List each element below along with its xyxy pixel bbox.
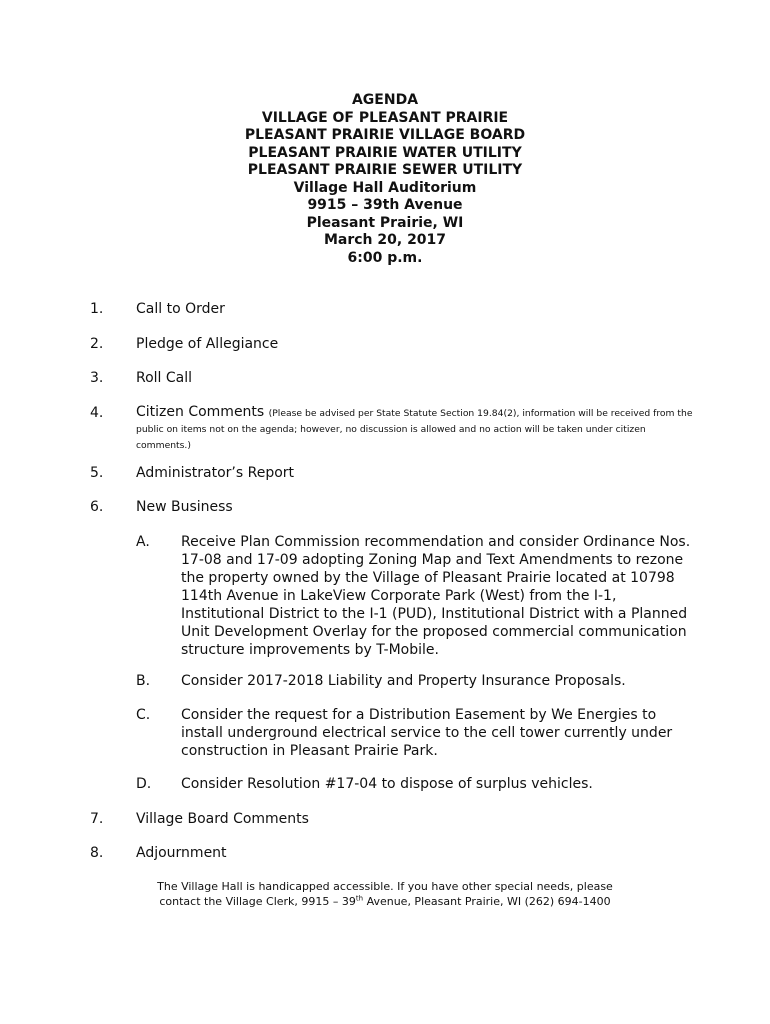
sub-item-letter: A.	[136, 534, 150, 550]
item-number: 3.	[90, 370, 104, 386]
notice-contact-line	[0, 894, 770, 909]
sub-item-letter: D.	[136, 776, 152, 792]
notice-line: The Village Hall is handicapped accessible. If you have other special needs, please	[157, 880, 613, 893]
item-number: 4.	[90, 405, 104, 421]
header-line: PLEASANT PRAIRIE SEWER UTILITY	[247, 162, 523, 178]
item-label: Call to Order	[136, 301, 225, 317]
item-number: 5.	[90, 465, 104, 481]
item-number: 6.	[90, 499, 104, 515]
item-number: 2.	[90, 336, 104, 352]
sub-item-letter: B.	[136, 673, 151, 689]
item-label: Adjournment	[136, 845, 227, 861]
citizen-comments	[136, 405, 696, 453]
item-label: Pledge of Allegiance	[136, 336, 279, 352]
header-date: March 20, 2017	[323, 232, 447, 248]
sub-item-text: Consider the request for a Distribution Easement by We Energies to install underground electrical service to the cell tower currently under construction in Pleasant Prairie Park.	[181, 707, 673, 759]
header-line: PLEASANT PRAIRIE WATER UTILITY	[248, 144, 522, 161]
header-venue: Village Hall Auditorium	[293, 179, 477, 196]
notice-contact-text: Avenue, Pleasant Prairie, WI (262) 694-1400	[363, 895, 611, 908]
item-label: Village Board Comments	[136, 811, 309, 827]
sub-item-text: Receive Plan Commission recommendation and consider Ordinance Nos. 17-08 and 17-09 adopting Zoning Map and Text Amendments to rezone the property owned by the Village of Pleasant Prairie located at 10798 114th Avenue in LakeView Corporate Park (West) from the I-1, Institutional District to the I-1 (PUD), Institutional District with a Planned Unit Development Overlay for the proposed commercial communication structure improvements by T-Mobile.	[181, 534, 691, 658]
item-label: Roll Call	[136, 370, 193, 386]
item-number: 8.	[90, 845, 104, 861]
header-address: 9915 – 39th Avenue	[307, 197, 463, 213]
notice-contact-text: contact the Village Clerk, 9915 – 39	[159, 895, 356, 908]
header-title: AGENDA	[351, 92, 419, 108]
header-city: Pleasant Prairie, WI	[306, 214, 464, 231]
sub-item-text: Consider 2017-2018 Liability and Property Insurance Proposals.	[181, 673, 626, 689]
citizen-comments-note: (Please be advised per State Statute Section 19.84(2), information will be received from the public on items not on the agenda; however, no discussion is allowed and no action will be taken under citizen comments.)	[136, 408, 693, 451]
accessibility-notice	[0, 879, 770, 909]
header-line: PLEASANT PRAIRIE VILLAGE BOARD	[244, 127, 526, 143]
header-line: VILLAGE OF PLEASANT PRAIRIE	[261, 109, 509, 126]
ordinal-suffix: th	[355, 894, 364, 903]
item-number: 7.	[90, 811, 104, 827]
agenda-header	[0, 92, 770, 267]
header-time: 6:00 p.m.	[347, 249, 423, 266]
sub-item-letter: C.	[136, 707, 151, 723]
sub-item-text: Consider Resolution #17-04 to dispose of surplus vehicles.	[181, 776, 593, 792]
item-label: Citizen Comments	[136, 404, 265, 420]
item-label: Administrator’s Report	[136, 465, 295, 481]
item-number: 1.	[90, 301, 104, 317]
item-label: New Business	[136, 499, 233, 515]
